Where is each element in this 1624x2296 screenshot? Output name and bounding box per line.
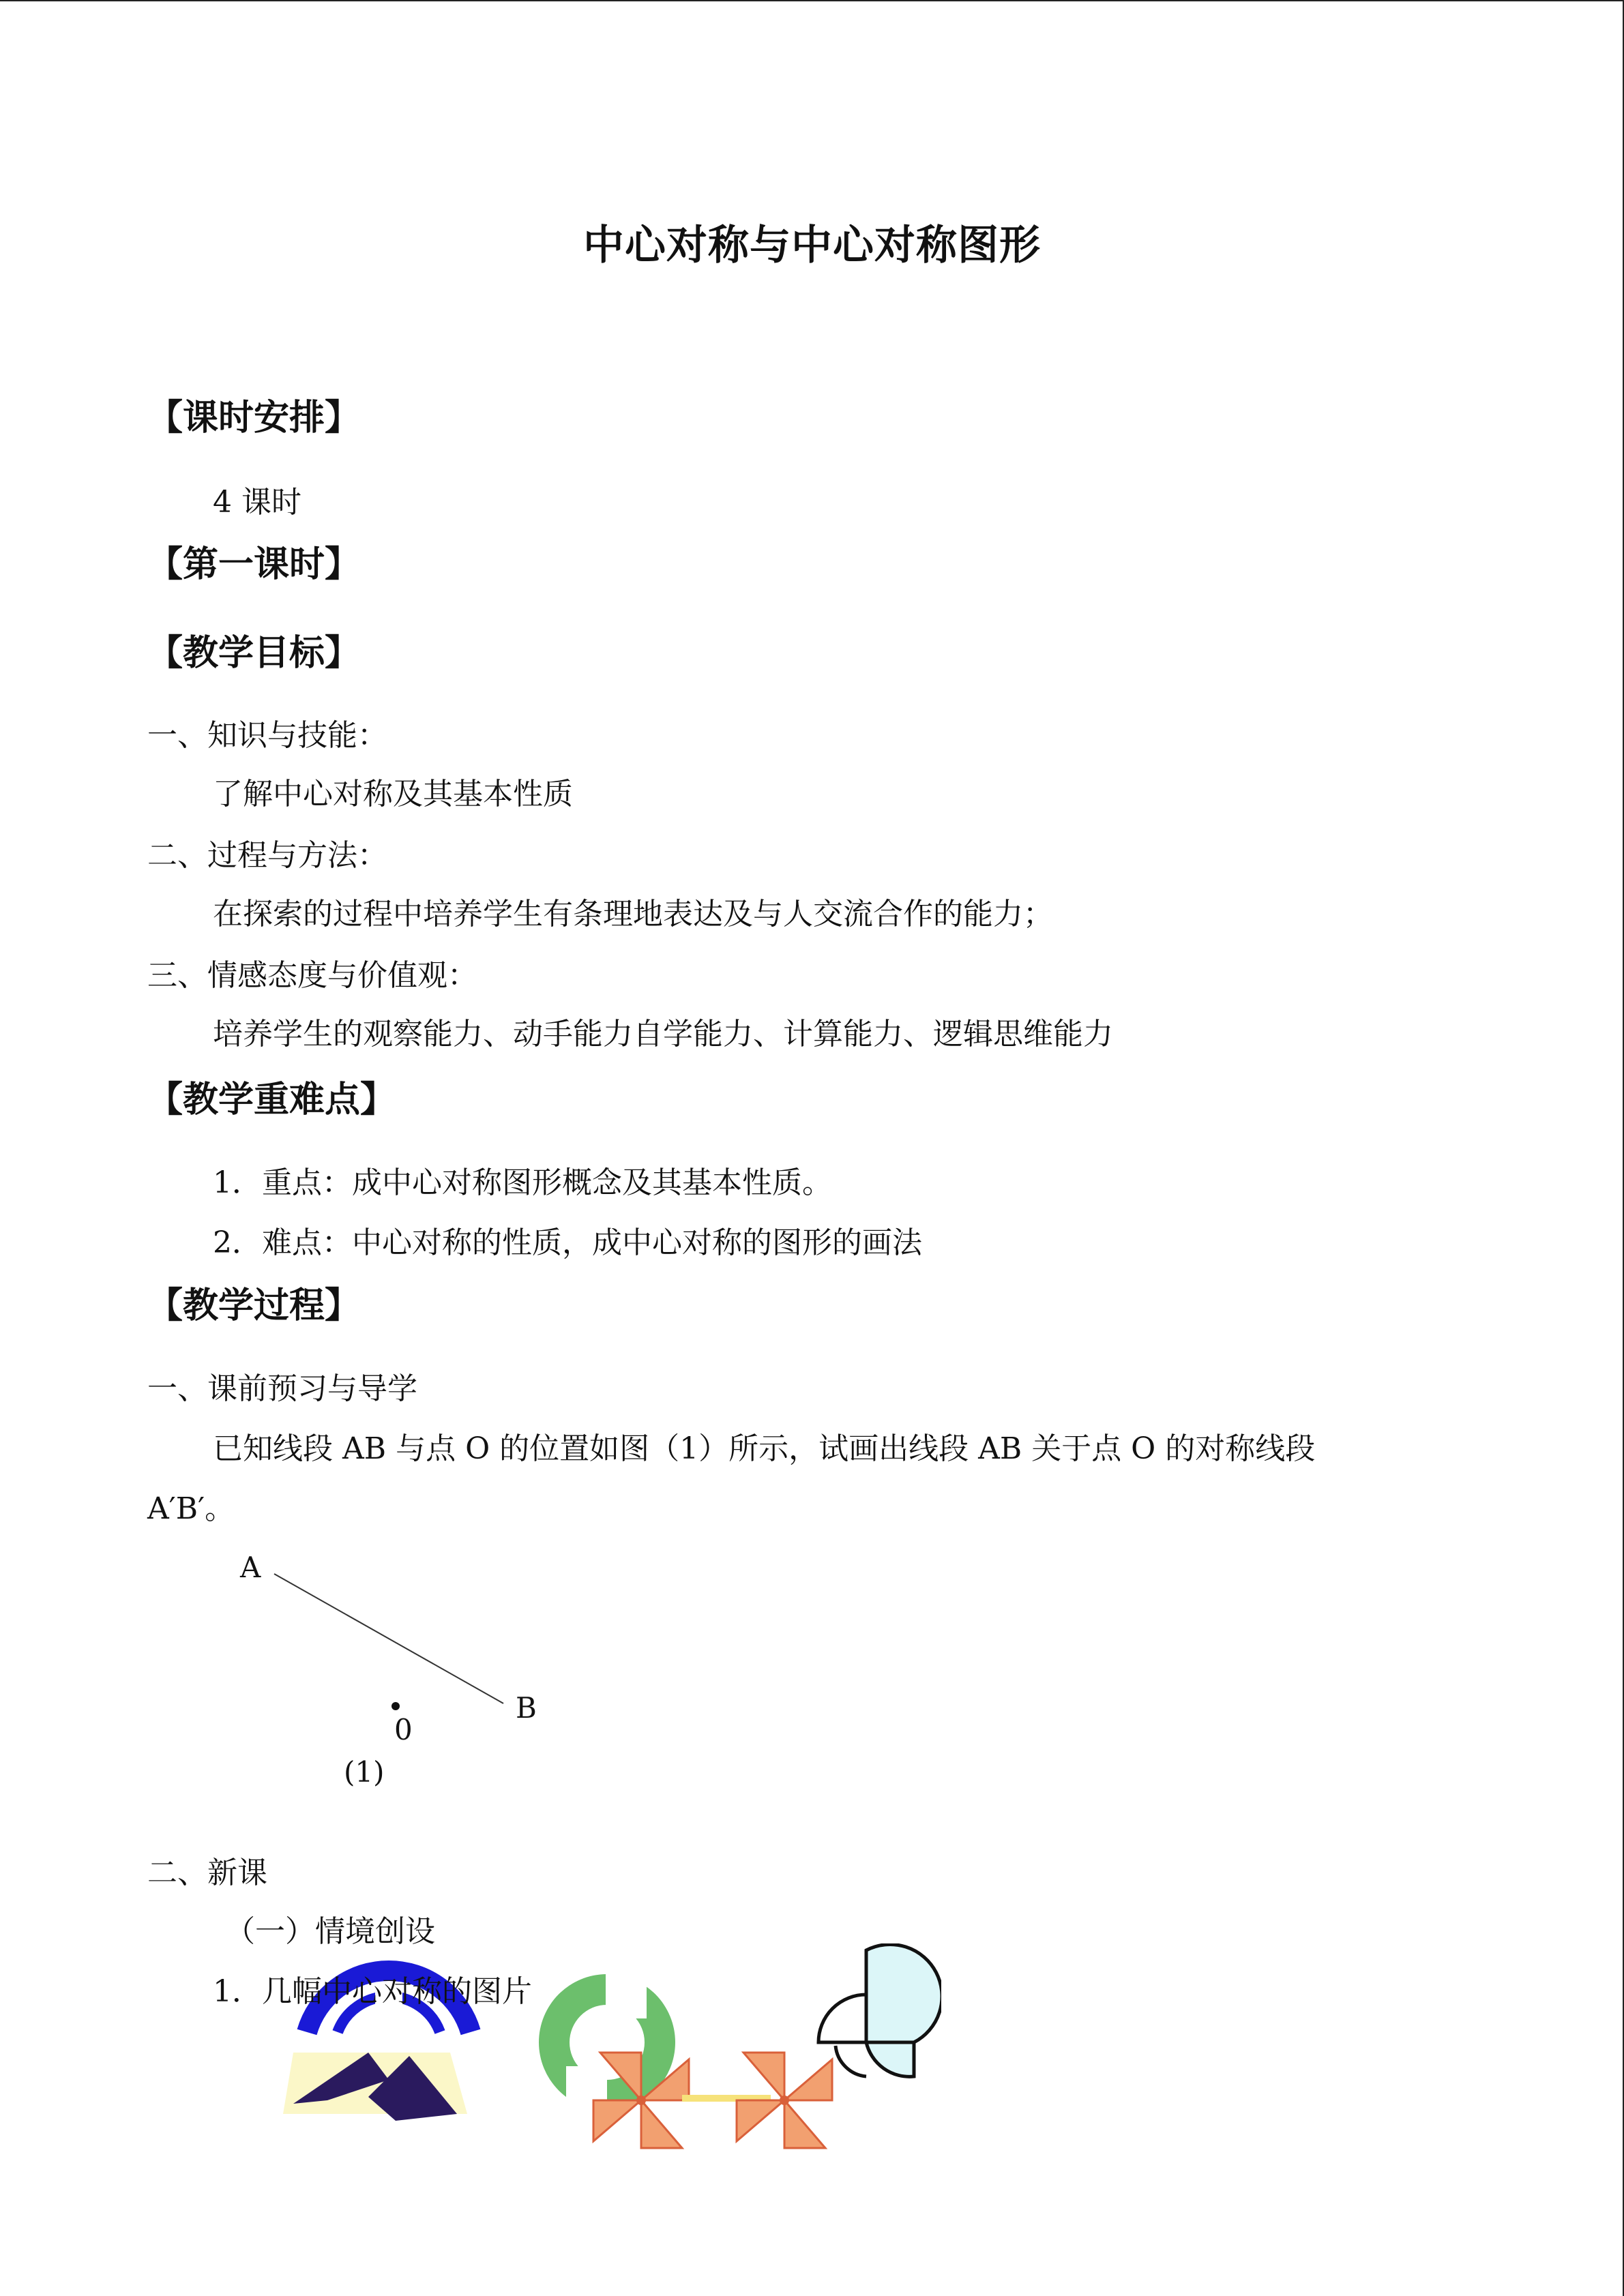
situation-title: （一）情境创设 [225,1914,435,1949]
process2-title: 二、新课 [147,1855,267,1890]
goal1-title: 一、知识与技能： [147,718,387,753]
process1-text-line2: A′B′。 [147,1491,235,1526]
label-a: A [240,1551,261,1584]
process-heading: 【教学过程】 [147,1285,361,1326]
figure-1 [225,1548,580,1807]
goals-heading: 【教学目标】 [147,632,361,674]
goal3-title: 三、情感态度与价值观： [147,958,477,993]
page-title: 中心对称与中心对称图形 [583,222,1041,269]
key-point-1: 1．重点：成中心对称图形概念及其基本性质。 [213,1165,832,1200]
goal2-text: 在探索的过程中培养学生有条理地表达及与人交流合作的能力； [213,897,1053,931]
goal3-text: 培养学生的观察能力、动手能力自学能力、计算能力、逻辑思维能力 [213,1017,1113,1052]
figure-1-caption: (1) [344,1755,385,1789]
schedule-text: 4 课时 [213,485,301,520]
label-b: B [516,1691,537,1725]
lesson1-heading: 【第一课时】 [147,543,361,585]
parallelogram-emblem [283,2053,467,2121]
goal1-text: 了解中心对称及其基本性质 [213,777,573,811]
goal2-title: 二、过程与方法： [147,838,387,873]
process1-text-line1: 已知线段 AB 与点 O 的位置如图（1）所示，试画出线段 AB 关于点 O 的对称线段 [213,1431,1316,1466]
key-point-2: 2．难点：中心对称的性质，成中心对称的图形的画法 [213,1225,922,1260]
process1-title: 一、课前预习与导学 [147,1371,417,1406]
segment-ab [274,1574,503,1703]
pictures-caption: 1．几幅中心对称的图片 [213,1974,532,2009]
point-o [392,1702,400,1710]
schedule-heading: 【课时安排】 [147,397,361,438]
key-heading: 【教学重难点】 [147,1079,396,1120]
quarter-circle-emblem [818,1944,941,2076]
pinwheel-2 [737,2053,832,2148]
label-o: 0 [394,1713,413,1746]
